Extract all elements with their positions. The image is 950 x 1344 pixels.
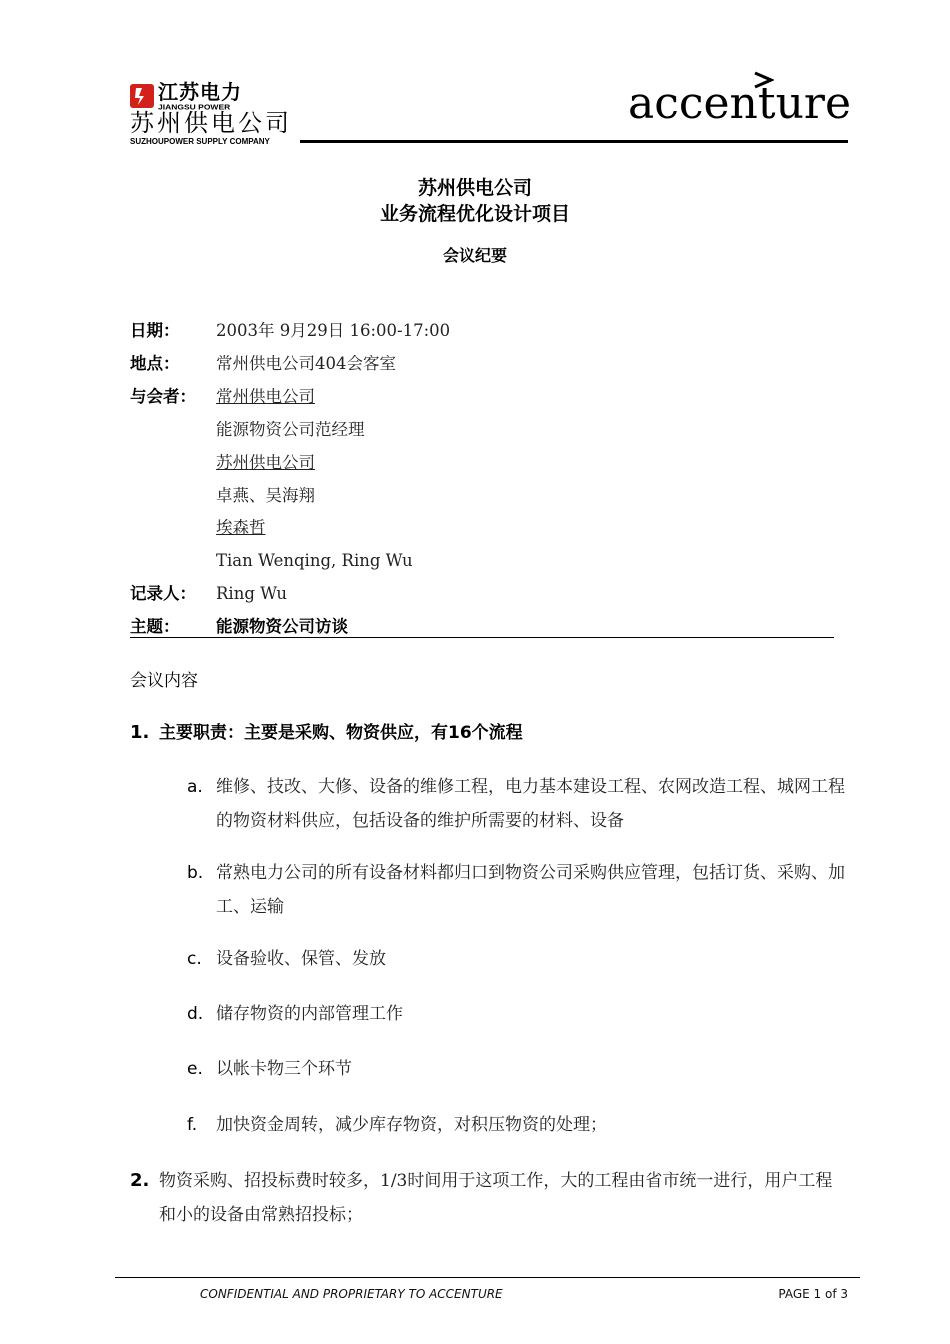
confidential-notice: CONFIDENTIAL AND PROPRIETARY TO ACCENTURE (200, 1287, 503, 1301)
attendee-org: 埃森哲 (216, 518, 266, 537)
date-value: 2003年 9月29日 16:00-17:00 (216, 321, 451, 340)
accenture-logo: accenture (628, 78, 851, 129)
subject-value: 能源物资公司访谈 (216, 617, 348, 636)
attendee-org: 苏州供电公司 (216, 453, 315, 472)
attendees-label: 与会者： (130, 387, 196, 406)
doc-title-company: 苏州供电公司 (417, 177, 532, 199)
footer-rule (115, 1277, 860, 1278)
jiangsu-power-logo (130, 80, 310, 150)
subitem-text: 以帐卡物三个环节 (216, 1059, 352, 1079)
attendee-names: 能源物资公司范经理 (216, 420, 365, 439)
attendee-names: 卓燕、吴海翔 (216, 486, 315, 505)
subitem-text: 维修、技改、大修、设备的维修工程，电力基本建设工程、农网改造工程、城网工程的物资材料供应，包括设备的维护所需要的材料、设备 (216, 777, 845, 831)
recorder-value: Ring Wu (216, 584, 288, 603)
page-number: PAGE 1 of 3 (778, 1287, 848, 1301)
jiangsu-power-mark-icon (130, 84, 154, 108)
logo-company: 苏州供电公司 (130, 109, 292, 137)
item-text: 物资采购、招投标费时较多，1/3时间用于这项工作，大的工程由省市统一进行，用户工程和小的设备由常熟招投标； (159, 1171, 833, 1225)
subitem-letter: b. (187, 863, 204, 883)
subitem-text: 设备验收、保管、发放 (216, 949, 386, 969)
subitem-letter: c. (187, 949, 202, 969)
subitem-text: 加快资金周转，减少库存物资，对积压物资的处理； (216, 1115, 607, 1135)
meta-divider (130, 637, 834, 638)
subitem-text: 常熟电力公司的所有设备材料都归口到物资公司采购供应管理，包括订货、采购、加工、运输 (216, 863, 845, 917)
date-label: 日期： (130, 321, 180, 340)
place-value: 常州供电公司404会客室 (216, 354, 396, 373)
item-number: 2. (130, 1170, 150, 1191)
doc-title-minutes: 会议纪要 (442, 246, 507, 265)
place-label: 地点： (130, 354, 180, 373)
subitem-letter: f. (187, 1115, 198, 1135)
section-title: 会议内容 (130, 671, 198, 691)
header-rule (300, 140, 848, 143)
logo-company-en: SUZHOUPOWER SUPPLY COMPANY (130, 137, 270, 146)
item-heading: 主要职责：主要是采购、物资供应，有16个流程 (159, 723, 523, 743)
subject-label: 主题： (130, 617, 180, 636)
attendee-names: Tian Wenqing, Ring Wu (216, 551, 413, 570)
logo-brand-en: JIANGSU POWER (158, 102, 231, 112)
doc-title-project: 业务流程优化设计项目 (379, 203, 570, 225)
subitem-letter: a. (187, 777, 203, 797)
subitem-text: 储存物资的内部管理工作 (216, 1004, 403, 1024)
item-number: 1. (130, 722, 150, 743)
logo-brand: 江苏电力 (158, 80, 242, 104)
recorder-label: 记录人： (130, 584, 196, 603)
accenture-arrow-icon (752, 70, 774, 92)
attendee-org: 常州供电公司 (216, 387, 315, 406)
subitem-letter: e. (187, 1059, 203, 1079)
subitem-letter: d. (187, 1004, 204, 1024)
